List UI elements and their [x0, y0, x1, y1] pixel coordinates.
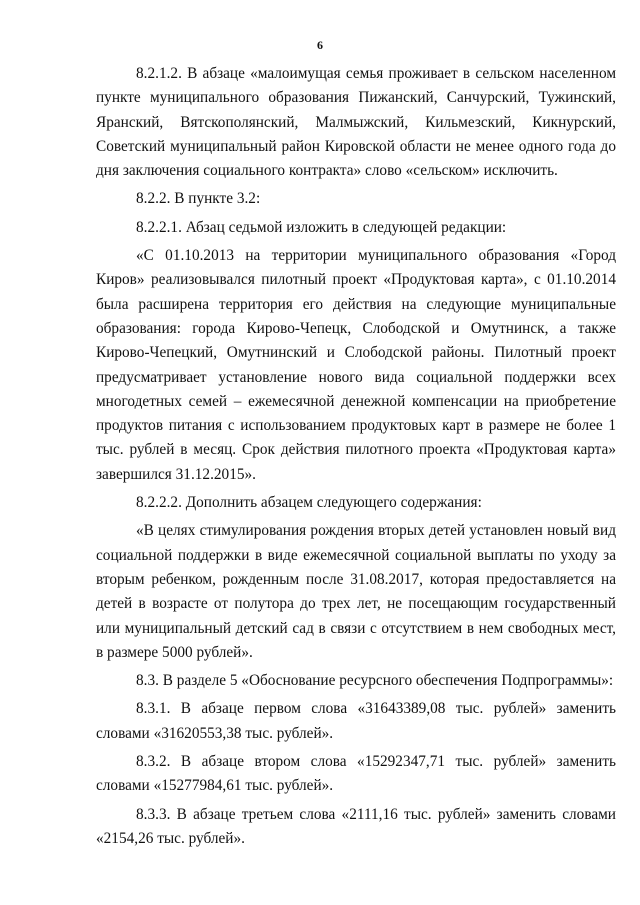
paragraph-8-3-3: 8.3.3. В абзаце третьем слова «2111,16 тыс. рублей» заменить словами «2154,26 тыс. рублей». [96, 805, 616, 847]
document-body [96, 62, 616, 851]
paragraph-8-3-1: 8.3.1. В абзаце первом слова «31643389,08 тыс. рублей» заменить словами «31620553,38 тыс. рублей». [96, 700, 616, 742]
paragraph-8-2-2-1: 8.2.2.1. Абзац седьмой изложить в следующей редакции: [136, 218, 507, 236]
paragraph-8-3-2: 8.3.2. В абзаце втором слова «15292347,71 тыс. рублей» заменить словами «15277984,61 тыс. рублей». [96, 753, 616, 795]
paragraph-8-2-2: 8.2.2. В пункте 3.2: [136, 190, 261, 208]
paragraph-8-3: 8.3. В разделе 5 «Обоснование ресурсного обеспечения Подпрограммы»: [136, 672, 614, 690]
paragraph-8-2-1-2: 8.2.1.2. В абзаце «малоимущая семья проживает в сельском населенном пункте муниципального образования Пижанский, Санчурский, Тужинский, Яранский, Вятскополянский, Малмыжский, Кильмезский, Кикнурский, Советский муниципальный район Кировской области не менее одного года до дня заключения социального контракта» слово «сельском» исключить. [96, 65, 616, 180]
paragraph-quote-product-card: «С 01.10.2013 на территории муниципального образования «Город Киров» реализовывался пилотный проект «Продуктовая карта», с 01.10.2014 была расширена территория его действия на следующие муниципальные образования: города Кирово-Чепецк, Слободской и Омутнинск, а также Кирово-Чепецкий, Омутнинский и Слободской районы. Пилотный проект предусматривает установление нового вида социальной поддержки всех многодетных семей – ежемесячной денежной компенсации на приобретение продуктов питания с использованием продуктовых карт в размере не более 1 тыс. рублей в месяц. Срок действия пилотного проекта «Продуктовая карта» завершился 31.12.2015». [96, 247, 616, 483]
paragraph-quote-second-child: «В целях стимулирования рождения вторых детей установлен новый вид социальной поддержки в виде ежемесячной социальной выплаты по уходу за вторым ребенком, рожденным после 31.08.2017, которая предоставляется на детей в возрасте от полутора до трех лет, не посещающим государственный или муниципальный детский сад в связи с отсутствием в нем свободных мест, в размере 5000 рублей». [96, 522, 616, 661]
page-number: 6 [317, 38, 323, 52]
paragraph-8-2-2-2: 8.2.2.2. Дополнить абзацем следующего содержания: [136, 494, 482, 512]
